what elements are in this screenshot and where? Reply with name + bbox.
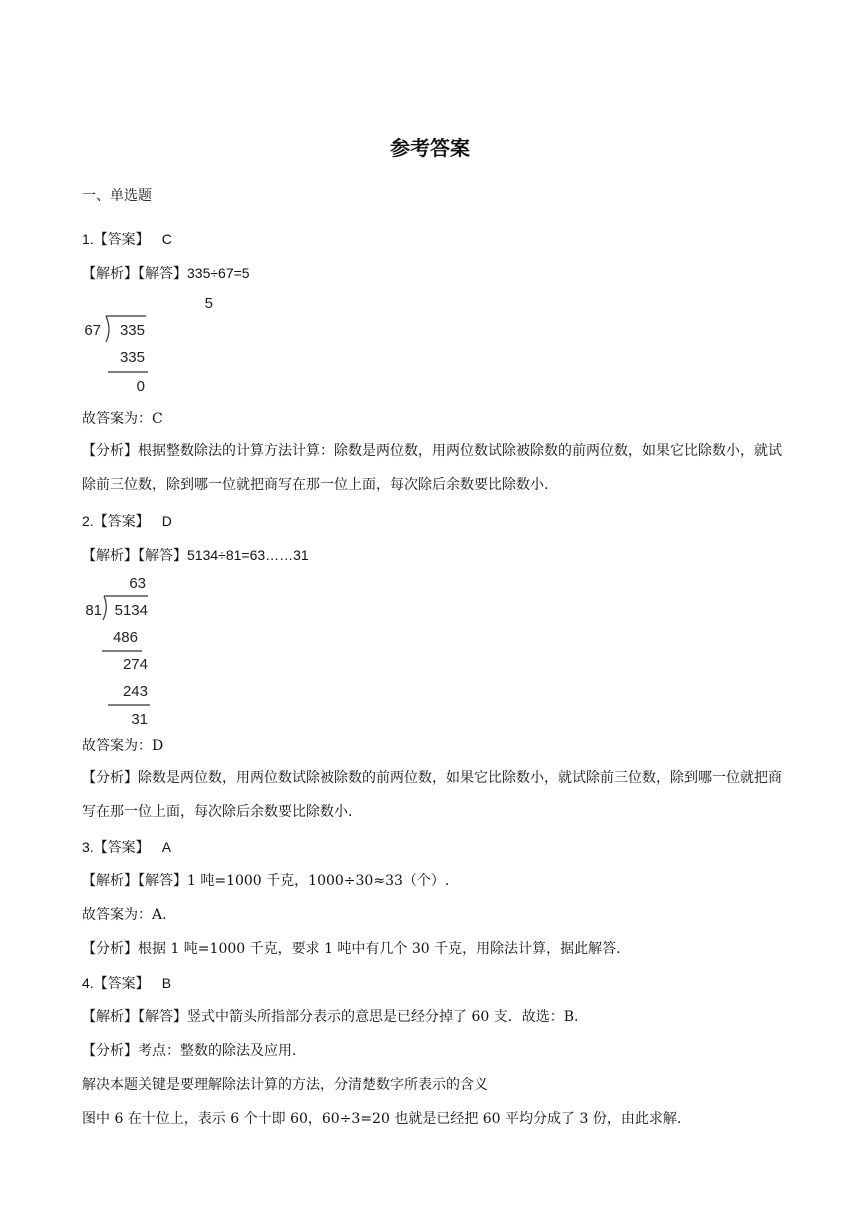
q2-explanation: 【分析】除数是两位数，用两位数试除被除数的前两位数，如果它比除数小，就试除前三位数，除到哪一位就把商写在那一位上面，每次除后余数要比除数小. bbox=[82, 770, 782, 820]
q2-step-2: 274 bbox=[122, 656, 148, 673]
q1-bracket bbox=[106, 316, 109, 342]
q2-divisor: 81 bbox=[85, 602, 102, 619]
q2-bracket bbox=[103, 596, 106, 620]
q1-conclusion: 故答案为：C bbox=[82, 411, 163, 427]
q2-analysis-line bbox=[82, 545, 309, 566]
q1-divisor: 67 bbox=[84, 322, 101, 339]
q1-step-1: 335 bbox=[119, 349, 145, 366]
q4-answer-line bbox=[82, 973, 171, 994]
q2-step-4: 31 bbox=[131, 711, 148, 728]
q3-analysis-line bbox=[82, 871, 449, 891]
q3-conclusion: 故答案为：A. bbox=[82, 907, 167, 923]
q2-analysis-label: 【解析】【解答】 bbox=[82, 548, 187, 564]
q3-answer-line bbox=[82, 837, 171, 858]
q1-step-2: 0 bbox=[136, 378, 145, 395]
q3-analysis-label: 【解析】【解答】 bbox=[82, 873, 187, 889]
q4-answer: B bbox=[161, 975, 172, 991]
q2-step-3: 243 bbox=[122, 683, 148, 700]
q4-analysis-expr: 竖式中箭头所指部分表示的意思是已经分掉了 60 支．故选：B. bbox=[187, 1009, 579, 1025]
section-heading: 一、单选题 bbox=[82, 188, 152, 204]
q4-analysis-line bbox=[82, 1007, 578, 1027]
q1-answer-label: 1.【答案】 bbox=[82, 231, 150, 247]
q3-explanation: 【分析】根据 1 吨=1000 千克，要求 1 吨中有几个 30 千克，用除法计算，据此解答. bbox=[82, 941, 621, 957]
q1-long-division bbox=[82, 290, 213, 400]
q2-conclusion: 故答案为：D bbox=[82, 738, 164, 754]
q3-answer-label: 3.【答案】 bbox=[82, 839, 150, 855]
q4-answer-label: 4.【答案】 bbox=[82, 975, 150, 991]
q2-long-division bbox=[82, 570, 202, 730]
q1-quotient: 5 bbox=[204, 295, 213, 312]
q1-answer: C bbox=[161, 231, 172, 247]
q2-step-1: 486 bbox=[112, 629, 138, 646]
q4-extra-1: 解决本题关键是要理解除法计算的方法，分清楚数字所表示的含义 bbox=[82, 1077, 488, 1093]
q2-analysis-expr: 5134÷81=63……31 bbox=[187, 547, 309, 563]
q1-answer-line bbox=[82, 229, 172, 250]
q3-analysis-expr: 1 吨=1000 千克，1000÷30≈33（个）. bbox=[187, 873, 450, 889]
page-title: 参考答案 bbox=[390, 136, 470, 160]
q4-explanation: 【分析】考点：整数的除法及应用. bbox=[82, 1043, 297, 1059]
q2-dividend: 5134 bbox=[114, 602, 148, 619]
q2-answer-line bbox=[82, 511, 172, 532]
q2-answer: D bbox=[161, 513, 172, 529]
q2-quotient: 63 bbox=[129, 575, 146, 592]
q2-answer-label: 2.【答案】 bbox=[82, 513, 150, 529]
q3-answer: A bbox=[161, 839, 172, 855]
q1-dividend: 335 bbox=[119, 322, 145, 339]
q1-explanation: 【分析】根据整数除法的计算方法计算：除数是两位数，用两位数试除被除数的前两位数，如果它比除数小，就试除前三位数，除到哪一位就把商写在那一位上面，每次除后余数要比除数小. bbox=[82, 443, 782, 493]
q1-analysis-expr: 335÷67=5 bbox=[187, 265, 250, 281]
q4-extra-2: 图中 6 在十位上，表示 6 个十即 60，60÷3=20 也就是已经把 60 平均分成了 3 份，由此求解. bbox=[82, 1111, 682, 1127]
q1-analysis-line bbox=[82, 263, 250, 284]
q1-analysis-label: 【解析】【解答】 bbox=[82, 266, 187, 282]
q4-analysis-label: 【解析】【解答】 bbox=[82, 1009, 187, 1025]
